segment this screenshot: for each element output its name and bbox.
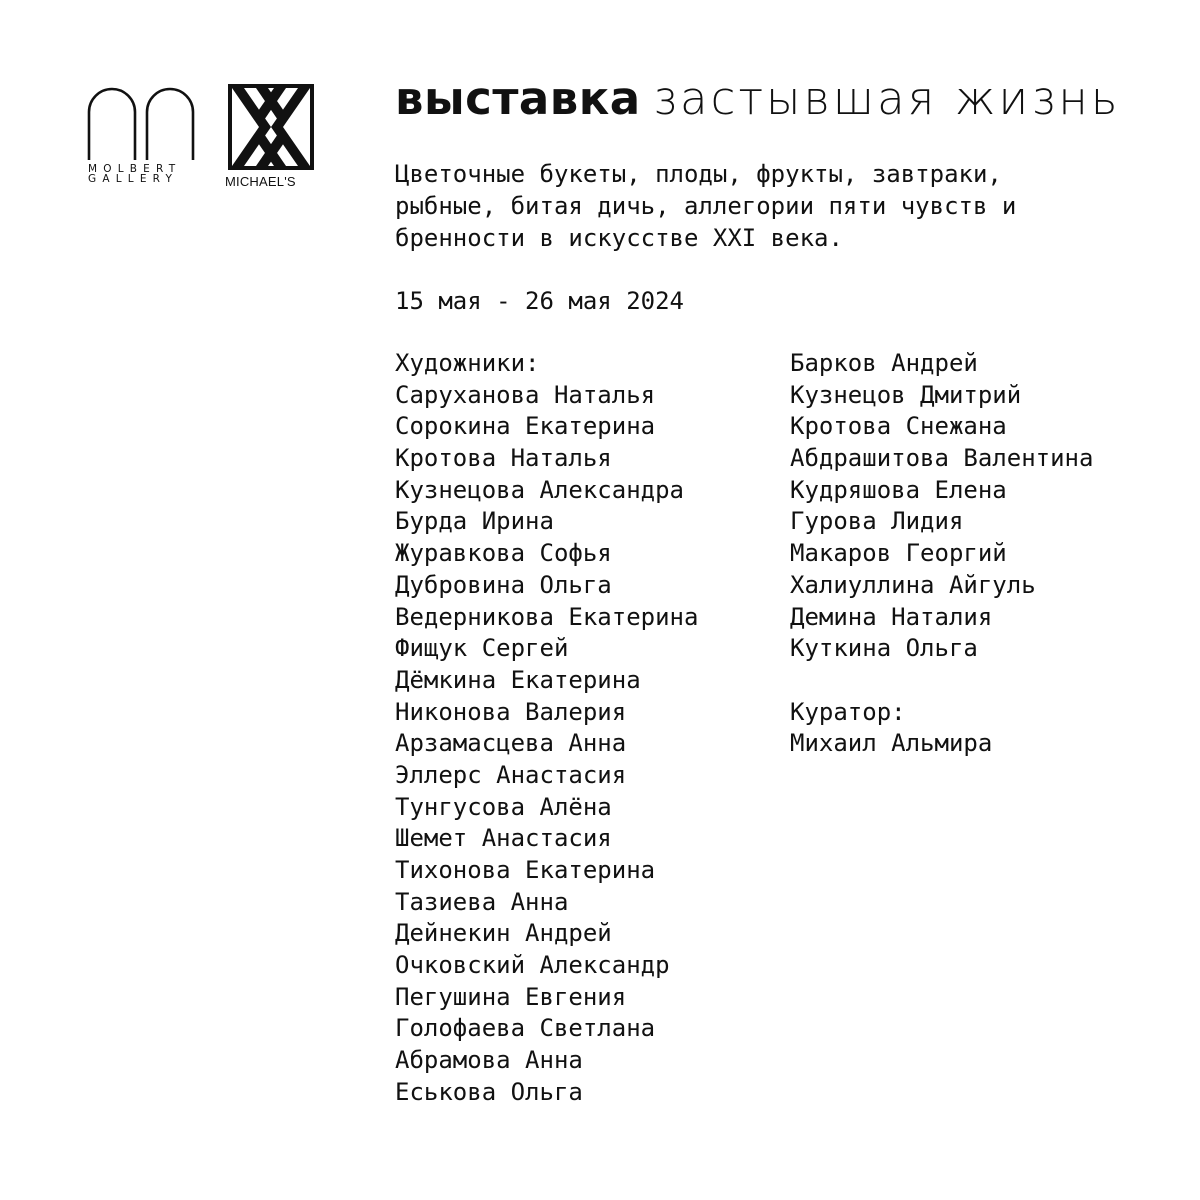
artist-name: Халиуллина Айгуль <box>790 570 1036 599</box>
artist-name: Дубровина Ольга <box>395 570 612 599</box>
michaels-logo <box>225 84 317 192</box>
molbert-logo-line1: MOLBERT <box>88 163 182 175</box>
artist-name: Шемет Анастасия <box>395 824 612 853</box>
artist-name: Журавкова Софья <box>395 539 612 568</box>
artist-name: Дейнекин Андрей <box>395 919 612 948</box>
artist-name: Никонова Валерия <box>395 697 627 726</box>
molbert-gallery-logo <box>86 82 198 192</box>
spacer <box>790 665 1093 697</box>
artist-name: Кудряшова Елена <box>790 475 1007 504</box>
artist-name: Очковский Александр <box>395 951 670 980</box>
artist-name: Еськова Ольга <box>395 1077 583 1106</box>
exhibition-dates: 15 мая - 26 мая 2024 <box>395 287 684 315</box>
artist-name: Барков Андрей <box>790 349 978 377</box>
artist-name: Кузнецова Александра <box>395 475 684 504</box>
artists-heading: Художники: <box>395 349 540 377</box>
artist-name: Макаров Георгий <box>790 539 1007 568</box>
artist-name: Бурда Ирина <box>395 507 554 536</box>
artist-name: Кузнецов Дмитрий <box>790 380 1022 409</box>
artist-name: Демина Наталия <box>790 602 993 631</box>
exhibition-title <box>395 72 1120 126</box>
artist-name: Гурова Лидия <box>790 507 964 536</box>
curator-heading: Куратор: <box>790 697 906 726</box>
artist-name: Тазиева Анна <box>395 887 569 916</box>
artist-name: Дёмкина Екатерина <box>395 665 641 694</box>
artist-name: Кротова Снежана <box>790 412 1007 441</box>
michaels-logo-label: MICHAEL'S <box>225 174 296 189</box>
artists-list-left <box>395 348 698 1109</box>
exhibition-description <box>395 158 1155 254</box>
artist-name: Куткина Ольга <box>790 634 978 663</box>
artist-name: Саруханова Наталья <box>395 380 656 409</box>
artist-name: Тихонова Екатерина <box>395 856 656 884</box>
artist-name: Абдрашитова Валентина <box>790 444 1094 473</box>
artist-name: Ведерникова Екатерина <box>395 602 699 631</box>
molbert-arches-icon <box>86 82 198 162</box>
artist-name: Фищук Сергей <box>395 634 569 663</box>
curator-name: Михаил Альмира <box>790 729 993 758</box>
michaels-xx-icon <box>228 84 314 170</box>
artist-name: Эллерс Анастасия <box>395 760 627 789</box>
artist-name: Кротова Наталья <box>395 444 612 473</box>
molbert-logo-line2: GALLERY <box>88 173 179 185</box>
artist-name: Абрамова Анна <box>395 1046 583 1075</box>
description-line: рыбные, битая дичь, аллегории пяти чувств и <box>395 192 1017 220</box>
description-line: Цветочные букеты, плоды, фрукты, завтраки, <box>395 160 1002 188</box>
title-exhibition-name: застывшая жизнь <box>652 72 1121 125</box>
artists-list-right <box>790 348 1093 760</box>
artist-name: Сорокина Екатерина <box>395 412 656 441</box>
description-line: бренности в искусстве XXI века. <box>395 224 843 252</box>
artist-name: Тунгусова Алёна <box>395 792 612 821</box>
artist-name: Голофаева Светлана <box>395 1014 656 1043</box>
artist-name: Пегушина Евгения <box>395 982 627 1011</box>
title-word-exhibition: выставка <box>395 72 641 125</box>
artist-name: Арзамасцева Анна <box>395 729 627 758</box>
